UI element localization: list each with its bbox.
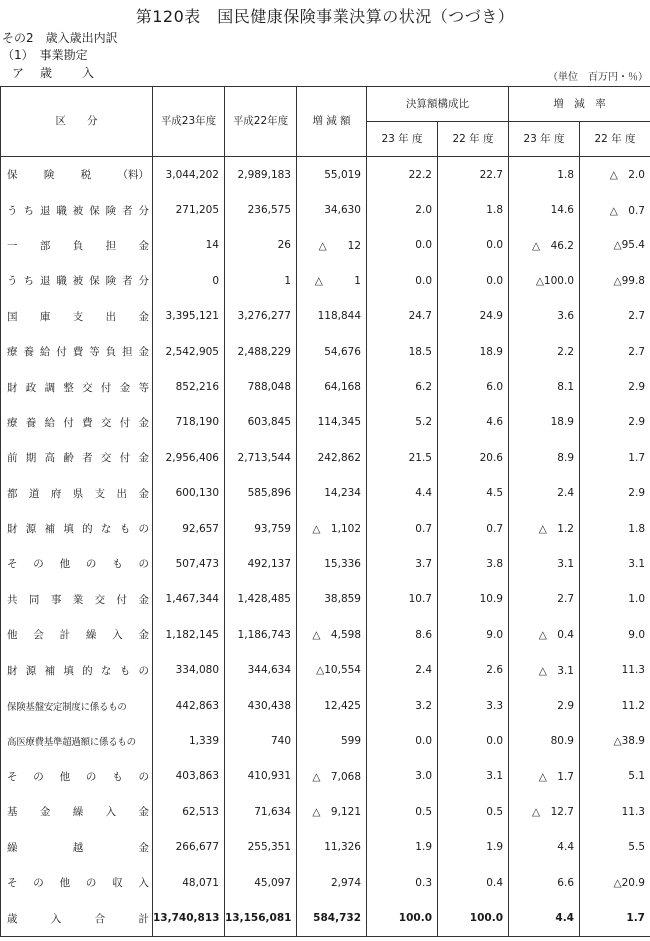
cell-c23: 3.7 bbox=[367, 546, 438, 581]
cell-change: 599 bbox=[297, 723, 367, 758]
row-label-cell bbox=[1, 511, 153, 546]
cell-c23: 5.2 bbox=[367, 405, 438, 440]
cell-change: 14,234 bbox=[297, 476, 367, 511]
cell-h22: 430,438 bbox=[225, 688, 297, 723]
cell-h23: 48,071 bbox=[153, 865, 225, 900]
cell-r22: 1.8 bbox=[580, 511, 650, 546]
table-row bbox=[1, 440, 650, 475]
cell-r22: 2.9 bbox=[580, 369, 650, 404]
table-row bbox=[1, 723, 650, 758]
page-title: 第120表 国民健康保険事業決算の状況（つづき） bbox=[135, 7, 515, 26]
cell-r23: 14.6 bbox=[509, 192, 580, 227]
cell-change: 12,425 bbox=[297, 688, 367, 723]
header-rate-23: 23 年 度 bbox=[509, 122, 580, 157]
cell-c23: 10.7 bbox=[367, 582, 438, 617]
cell-h22: 740 bbox=[225, 723, 297, 758]
cell-c22: 3.8 bbox=[438, 546, 509, 581]
table-row bbox=[1, 511, 650, 546]
cell-h23: 1,182,145 bbox=[153, 617, 225, 652]
cell-h22: 788,048 bbox=[225, 369, 297, 404]
cell-c22: 9.0 bbox=[438, 617, 509, 652]
cell-c23: 2.0 bbox=[367, 192, 438, 227]
row-label: 療 養 給 付 費 等 負 担 金 bbox=[7, 346, 149, 359]
cell-c22: 0.4 bbox=[438, 865, 509, 900]
table-row bbox=[1, 794, 650, 829]
cell-h23: 334,080 bbox=[153, 652, 225, 687]
cell-h22: 410,931 bbox=[225, 759, 297, 794]
cell-change: △10,554 bbox=[297, 652, 367, 687]
header-comp-23: 23 年 度 bbox=[367, 122, 438, 157]
cell-r23: △ 3.1 bbox=[509, 652, 580, 687]
cell-h22: 26 bbox=[225, 228, 297, 263]
cell-r23: 2.9 bbox=[509, 688, 580, 723]
cell-change: 54,676 bbox=[297, 334, 367, 369]
cell-change: 11,326 bbox=[297, 829, 367, 864]
row-label-cell bbox=[1, 865, 153, 900]
cell-c22: 4.6 bbox=[438, 405, 509, 440]
row-label-cell bbox=[1, 900, 153, 937]
table-row bbox=[1, 263, 650, 298]
cell-h22: 603,845 bbox=[225, 405, 297, 440]
table-caption: ア 歳 入 bbox=[12, 66, 97, 80]
cell-change: △ 1 bbox=[297, 263, 367, 298]
cell-r22: 11.3 bbox=[580, 652, 650, 687]
table-row bbox=[1, 829, 650, 864]
cell-c23: 0.0 bbox=[367, 723, 438, 758]
cell-r23: 18.9 bbox=[509, 405, 580, 440]
cell-r22: 9.0 bbox=[580, 617, 650, 652]
cell-h22: 585,896 bbox=[225, 476, 297, 511]
cell-c23: 6.2 bbox=[367, 369, 438, 404]
cell-r23: 4.4 bbox=[509, 900, 580, 937]
cell-c22: 0.5 bbox=[438, 794, 509, 829]
cell-change: 15,336 bbox=[297, 546, 367, 581]
row-label-cell bbox=[1, 688, 153, 723]
cell-c23: 21.5 bbox=[367, 440, 438, 475]
cell-h22: 45,097 bbox=[225, 865, 297, 900]
row-label: そ の 他 の も の bbox=[7, 558, 149, 571]
cell-h23: 271,205 bbox=[153, 192, 225, 227]
cell-change: 34,630 bbox=[297, 192, 367, 227]
cell-c23: 0.0 bbox=[367, 263, 438, 298]
table-row bbox=[1, 157, 650, 193]
cell-h22: 2,989,183 bbox=[225, 157, 297, 193]
revenue-table bbox=[0, 86, 650, 937]
cell-change: △ 4,598 bbox=[297, 617, 367, 652]
cell-h22: 2,488,229 bbox=[225, 334, 297, 369]
row-label: 基 金 繰 入 金 bbox=[7, 806, 149, 819]
row-label-cell bbox=[1, 794, 153, 829]
cell-h22: 93,759 bbox=[225, 511, 297, 546]
cell-h23: 14 bbox=[153, 228, 225, 263]
cell-c23: 0.3 bbox=[367, 865, 438, 900]
cell-r22: 5.5 bbox=[580, 829, 650, 864]
cell-h22: 236,575 bbox=[225, 192, 297, 227]
subsection-title: （1） 事業勘定 bbox=[2, 48, 88, 62]
row-label-cell bbox=[1, 617, 153, 652]
total-row bbox=[1, 900, 650, 937]
row-label: 国 庫 支 出 金 bbox=[7, 310, 149, 323]
header-rate-22: 22 年 度 bbox=[580, 122, 650, 157]
cell-r22: 11.2 bbox=[580, 688, 650, 723]
cell-c23: 100.0 bbox=[367, 900, 438, 937]
cell-r23: 1.8 bbox=[509, 157, 580, 193]
cell-c22: 0.0 bbox=[438, 723, 509, 758]
cell-h23: 852,216 bbox=[153, 369, 225, 404]
cell-h23: 3,395,121 bbox=[153, 299, 225, 334]
cell-h23: 0 bbox=[153, 263, 225, 298]
cell-c23: 4.4 bbox=[367, 476, 438, 511]
row-label: そ の 他 の 収 入 bbox=[7, 877, 149, 889]
cell-r23: 3.1 bbox=[509, 546, 580, 581]
row-label: 他 会 計 繰 入 金 bbox=[7, 629, 149, 642]
row-label-cell bbox=[1, 192, 153, 227]
cell-r22: 1.0 bbox=[580, 582, 650, 617]
cell-h23: 62,513 bbox=[153, 794, 225, 829]
row-label: 歳 入 合 計 bbox=[7, 912, 149, 925]
row-label-cell bbox=[1, 228, 153, 263]
cell-c22: 18.9 bbox=[438, 334, 509, 369]
cell-h22: 1,186,743 bbox=[225, 617, 297, 652]
row-label: 繰 越 金 bbox=[7, 841, 149, 854]
cell-r22: 1.7 bbox=[580, 900, 650, 937]
cell-change: 114,345 bbox=[297, 405, 367, 440]
cell-h23: 266,677 bbox=[153, 829, 225, 864]
cell-c22: 10.9 bbox=[438, 582, 509, 617]
cell-change: 38,859 bbox=[297, 582, 367, 617]
cell-c23: 0.7 bbox=[367, 511, 438, 546]
cell-h22: 492,137 bbox=[225, 546, 297, 581]
cell-r23: 2.7 bbox=[509, 582, 580, 617]
section-title: その2 歳入歳出内訳 bbox=[2, 31, 118, 45]
cell-c22: 0.0 bbox=[438, 228, 509, 263]
table-row bbox=[1, 476, 650, 511]
cell-c23: 2.4 bbox=[367, 652, 438, 687]
cell-r23: 8.9 bbox=[509, 440, 580, 475]
row-label-cell bbox=[1, 263, 153, 298]
row-label-cell bbox=[1, 723, 153, 758]
row-label-cell bbox=[1, 405, 153, 440]
cell-r23: △ 46.2 bbox=[509, 228, 580, 263]
row-label: 財 源 補 填 的 な も の bbox=[7, 664, 149, 677]
table-row bbox=[1, 582, 650, 617]
table-row bbox=[1, 299, 650, 334]
cell-r23: 3.6 bbox=[509, 299, 580, 334]
row-label: 保険基盤安定制度に係るもの bbox=[7, 701, 127, 713]
cell-c22: 24.9 bbox=[438, 299, 509, 334]
table-row bbox=[1, 688, 650, 723]
cell-c22: 0.0 bbox=[438, 263, 509, 298]
cell-change: △ 9,121 bbox=[297, 794, 367, 829]
cell-c23: 3.0 bbox=[367, 759, 438, 794]
row-label: 都 道 府 県 支 出 金 bbox=[7, 487, 149, 500]
row-label: 保 険 税 （料） bbox=[7, 169, 149, 182]
cell-c22: 20.6 bbox=[438, 440, 509, 475]
cell-r22: △ 2.0 bbox=[580, 157, 650, 193]
cell-r22: △20.9 bbox=[580, 865, 650, 900]
row-label-cell bbox=[1, 829, 153, 864]
cell-r22: △99.8 bbox=[580, 263, 650, 298]
cell-c22: 0.7 bbox=[438, 511, 509, 546]
cell-h23: 507,473 bbox=[153, 546, 225, 581]
cell-h22: 13,156,081 bbox=[225, 900, 297, 937]
cell-change: △ 12 bbox=[297, 228, 367, 263]
cell-c23: 1.9 bbox=[367, 829, 438, 864]
unit-note: （単位 百万円・％） bbox=[548, 72, 648, 83]
table-row bbox=[1, 865, 650, 900]
cell-r22: 1.7 bbox=[580, 440, 650, 475]
cell-h23: 1,339 bbox=[153, 723, 225, 758]
cell-h22: 3,276,277 bbox=[225, 299, 297, 334]
table-row bbox=[1, 405, 650, 440]
row-label-cell bbox=[1, 334, 153, 369]
cell-h23: 403,863 bbox=[153, 759, 225, 794]
cell-c22: 3.1 bbox=[438, 759, 509, 794]
row-label: 高医療費基準超過額に係るもの bbox=[7, 736, 136, 748]
cell-h23: 92,657 bbox=[153, 511, 225, 546]
header-composition: 決算額構成比 bbox=[367, 87, 509, 122]
cell-r23: 6.6 bbox=[509, 865, 580, 900]
table-row bbox=[1, 759, 650, 794]
cell-h22: 2,713,544 bbox=[225, 440, 297, 475]
cell-c22: 2.6 bbox=[438, 652, 509, 687]
cell-r22: △38.9 bbox=[580, 723, 650, 758]
cell-r23: △ 0.4 bbox=[509, 617, 580, 652]
row-label: 財 源 補 填 的 な も の bbox=[7, 523, 149, 536]
cell-c23: 0.5 bbox=[367, 794, 438, 829]
cell-r23: 4.4 bbox=[509, 829, 580, 864]
cell-change: 584,732 bbox=[297, 900, 367, 937]
cell-change: 242,862 bbox=[297, 440, 367, 475]
table-row bbox=[1, 617, 650, 652]
cell-h23: 718,190 bbox=[153, 405, 225, 440]
cell-c23: 0.0 bbox=[367, 228, 438, 263]
row-label: 療 養 給 付 費 交 付 金 bbox=[7, 416, 149, 429]
cell-h22: 255,351 bbox=[225, 829, 297, 864]
row-label-cell bbox=[1, 652, 153, 687]
header-h23: 平成23年度 bbox=[153, 87, 225, 157]
cell-change: 55,019 bbox=[297, 157, 367, 193]
row-label-cell bbox=[1, 759, 153, 794]
table-row bbox=[1, 192, 650, 227]
cell-change: 2,974 bbox=[297, 865, 367, 900]
cell-r22: 11.3 bbox=[580, 794, 650, 829]
cell-r23: 80.9 bbox=[509, 723, 580, 758]
cell-h23: 2,542,905 bbox=[153, 334, 225, 369]
cell-r22: 2.7 bbox=[580, 299, 650, 334]
cell-r22: △ 0.7 bbox=[580, 192, 650, 227]
cell-h22: 71,634 bbox=[225, 794, 297, 829]
cell-r22: 3.1 bbox=[580, 546, 650, 581]
row-label: 一 部 負 担 金 bbox=[7, 239, 149, 252]
table-body bbox=[1, 157, 650, 937]
row-label-cell bbox=[1, 369, 153, 404]
cell-change: 118,844 bbox=[297, 299, 367, 334]
row-label: 共 同 事 業 交 付 金 bbox=[7, 593, 149, 606]
row-label-cell bbox=[1, 299, 153, 334]
table-row bbox=[1, 546, 650, 581]
cell-c22: 6.0 bbox=[438, 369, 509, 404]
cell-r22: 2.7 bbox=[580, 334, 650, 369]
header-change: 増 減 額 bbox=[297, 87, 367, 157]
row-label: う ち 退 職 被 保 険 者 分 bbox=[7, 275, 149, 288]
cell-r23: 2.2 bbox=[509, 334, 580, 369]
row-label: そ の 他 の も の bbox=[7, 770, 149, 783]
cell-h23: 3,044,202 bbox=[153, 157, 225, 193]
row-label-cell bbox=[1, 440, 153, 475]
cell-h23: 600,130 bbox=[153, 476, 225, 511]
cell-change: △ 7,068 bbox=[297, 759, 367, 794]
header-category: 区 分 bbox=[1, 87, 153, 157]
cell-r23: △ 1.2 bbox=[509, 511, 580, 546]
cell-h23: 442,863 bbox=[153, 688, 225, 723]
cell-c22: 1.8 bbox=[438, 192, 509, 227]
cell-r23: 2.4 bbox=[509, 476, 580, 511]
cell-c23: 8.6 bbox=[367, 617, 438, 652]
cell-h23: 2,956,406 bbox=[153, 440, 225, 475]
cell-c22: 3.3 bbox=[438, 688, 509, 723]
cell-c23: 18.5 bbox=[367, 334, 438, 369]
header-rate: 増 減 率 bbox=[509, 87, 650, 122]
header-comp-22: 22 年 度 bbox=[438, 122, 509, 157]
row-label: 前 期 高 齢 者 交 付 金 bbox=[7, 452, 149, 465]
cell-r23: △ 12.7 bbox=[509, 794, 580, 829]
cell-c22: 22.7 bbox=[438, 157, 509, 193]
cell-r22: 2.9 bbox=[580, 476, 650, 511]
cell-r23: △ 1.7 bbox=[509, 759, 580, 794]
cell-r22: △95.4 bbox=[580, 228, 650, 263]
cell-h23: 13,740,813 bbox=[153, 900, 225, 937]
cell-c22: 1.9 bbox=[438, 829, 509, 864]
row-label: う ち 退 職 被 保 険 者 分 bbox=[7, 204, 149, 217]
cell-h22: 344,634 bbox=[225, 652, 297, 687]
cell-r22: 2.9 bbox=[580, 405, 650, 440]
cell-r23: △100.0 bbox=[509, 263, 580, 298]
cell-change: 64,168 bbox=[297, 369, 367, 404]
table-row bbox=[1, 334, 650, 369]
row-label-cell bbox=[1, 546, 153, 581]
header-h22: 平成22年度 bbox=[225, 87, 297, 157]
cell-c22: 100.0 bbox=[438, 900, 509, 937]
table-row bbox=[1, 228, 650, 263]
cell-change: △ 1,102 bbox=[297, 511, 367, 546]
table-row bbox=[1, 652, 650, 687]
cell-c23: 3.2 bbox=[367, 688, 438, 723]
cell-h22: 1 bbox=[225, 263, 297, 298]
cell-c23: 24.7 bbox=[367, 299, 438, 334]
row-label: 財 政 調 整 交 付 金 等 bbox=[7, 381, 149, 394]
cell-c22: 4.5 bbox=[438, 476, 509, 511]
row-label-cell bbox=[1, 157, 153, 193]
cell-r22: 5.1 bbox=[580, 759, 650, 794]
row-label-cell bbox=[1, 582, 153, 617]
cell-h23: 1,467,344 bbox=[153, 582, 225, 617]
table-row bbox=[1, 369, 650, 404]
cell-c23: 22.2 bbox=[367, 157, 438, 193]
cell-h22: 1,428,485 bbox=[225, 582, 297, 617]
row-label-cell bbox=[1, 476, 153, 511]
cell-r23: 8.1 bbox=[509, 369, 580, 404]
